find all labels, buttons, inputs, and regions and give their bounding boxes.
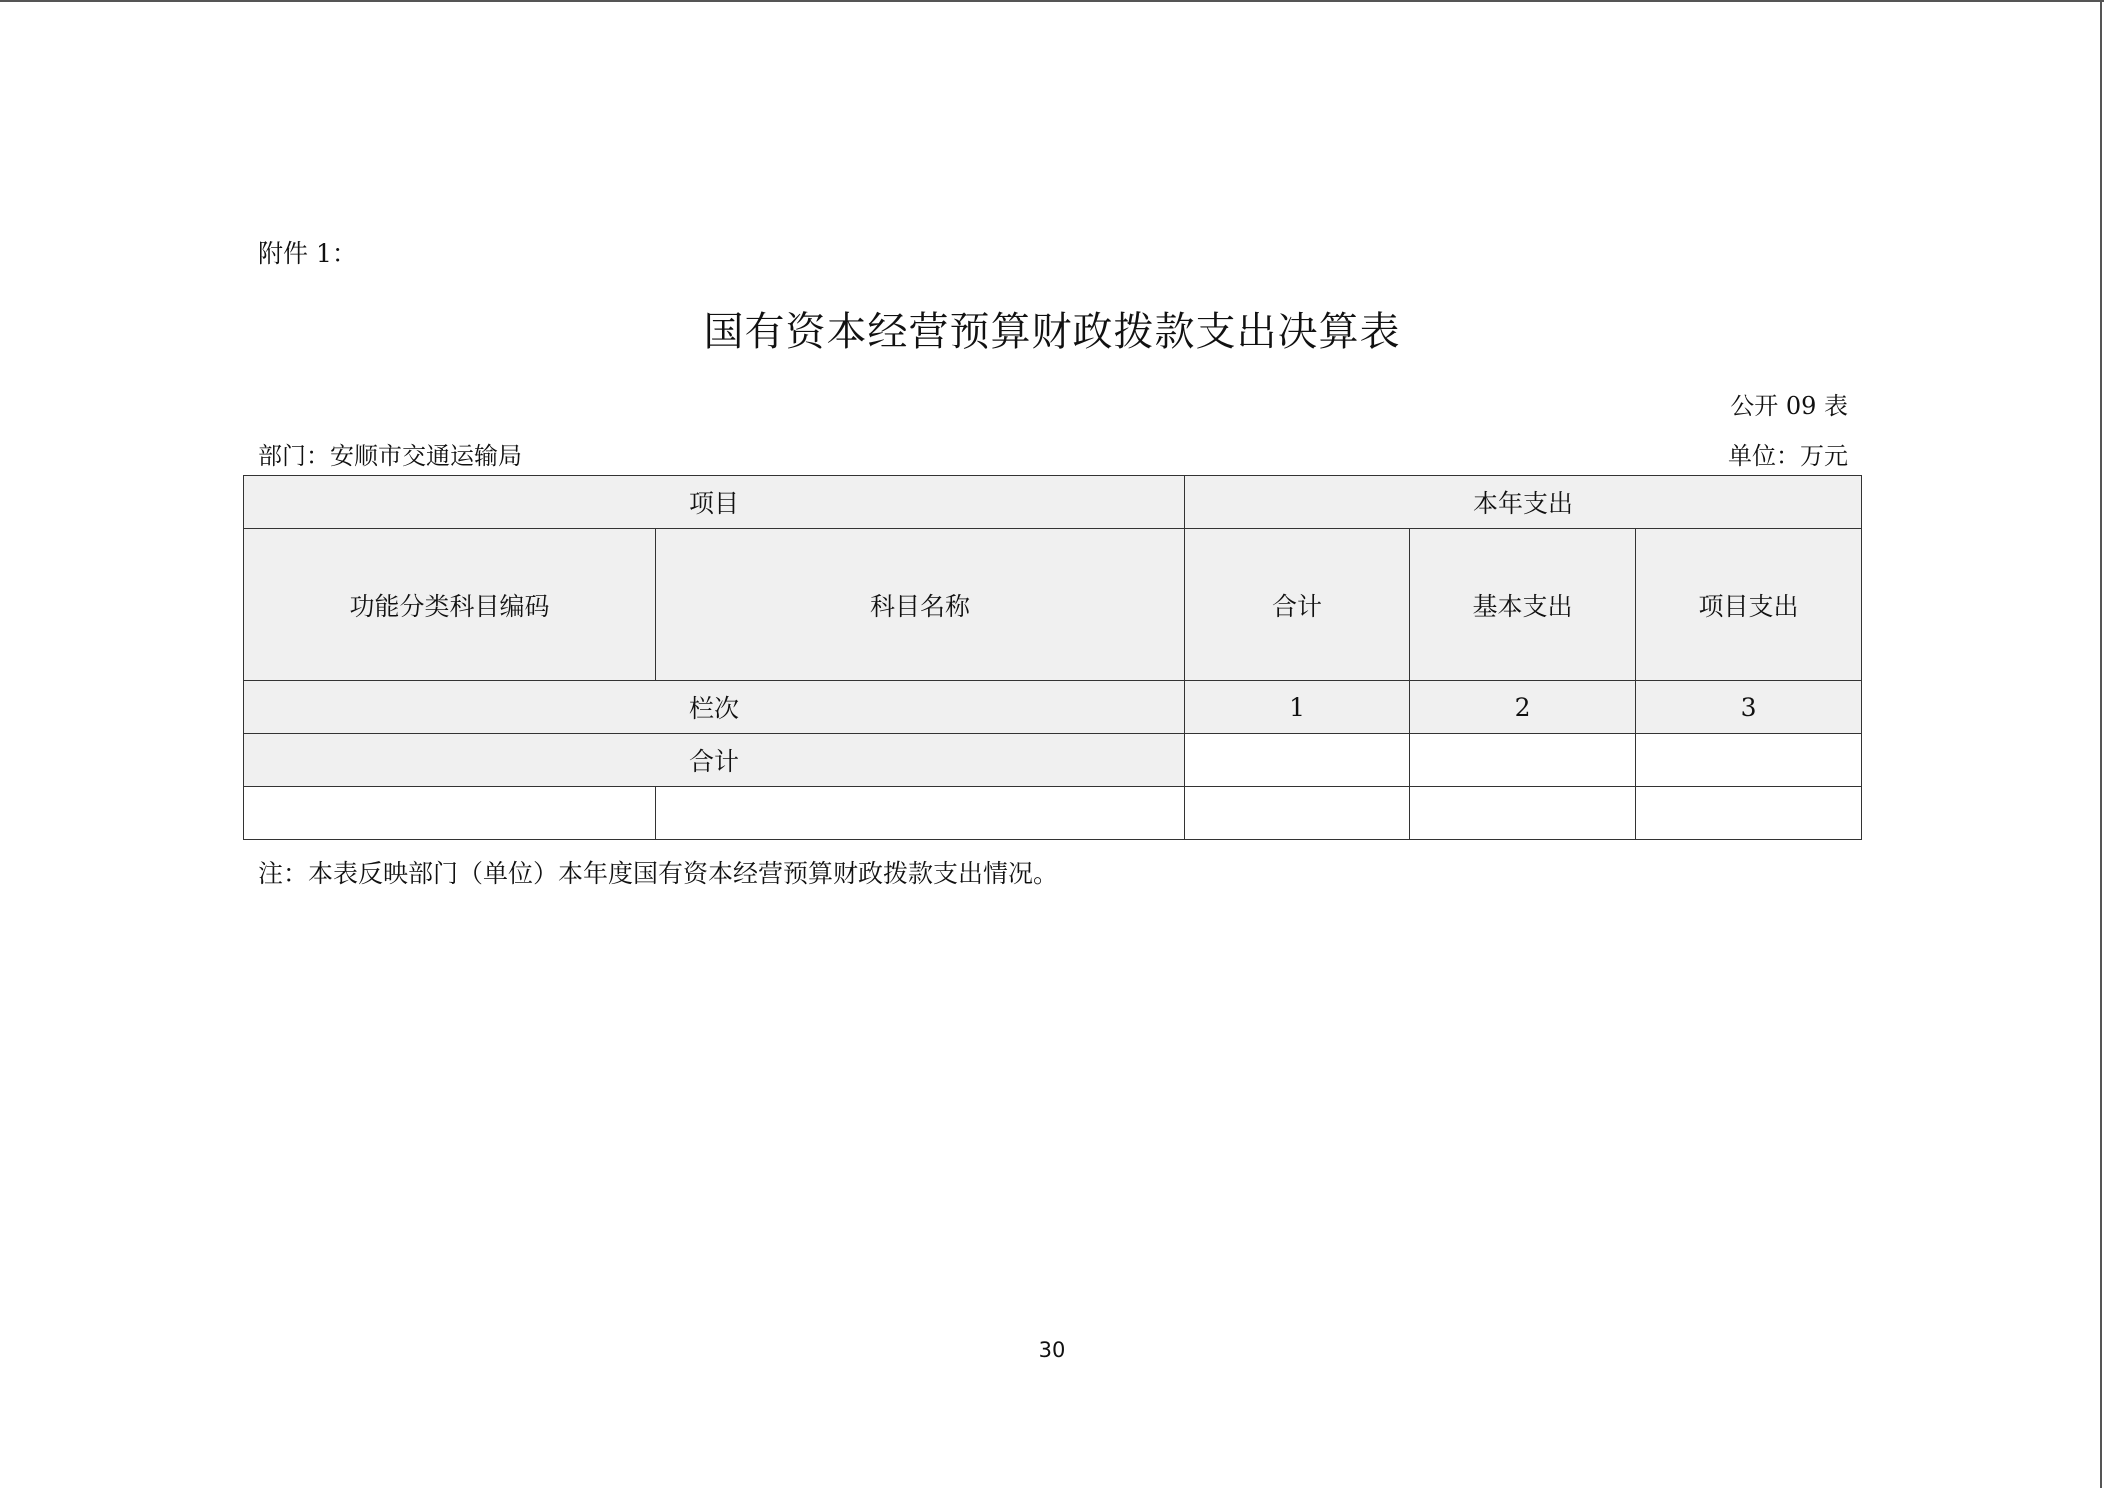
- form-code: 公开 09 表: [1730, 392, 1848, 420]
- index-col-1: 1: [1185, 681, 1410, 734]
- total-row: [244, 734, 1862, 787]
- expenditure-group-header: 本年支出: [1185, 476, 1862, 529]
- attachment-label: 附件 1：: [258, 239, 357, 268]
- page-number: 30: [1038, 1338, 1066, 1362]
- top-border-line: [0, 0, 2104, 2]
- name-column-header: 科目名称: [656, 529, 1185, 681]
- total-column-header: 合计: [1185, 529, 1410, 681]
- right-border-line: [2100, 0, 2102, 1488]
- department-label: 部门：安顺市交通运输局: [258, 442, 522, 470]
- budget-table: [243, 475, 1862, 840]
- project-column-header: 项目支出: [1636, 529, 1862, 681]
- unit-label: 单位：万元: [1728, 442, 1848, 470]
- data-total-cell: [1185, 787, 1410, 840]
- code-column-header: 功能分类科目编码: [244, 529, 656, 681]
- index-col-3: 3: [1636, 681, 1862, 734]
- basic-column-header: 基本支出: [1410, 529, 1636, 681]
- data-name-cell: [656, 787, 1185, 840]
- item-group-header: 项目: [244, 476, 1185, 529]
- index-row-label: 栏次: [244, 681, 1185, 734]
- index-row: [244, 681, 1862, 734]
- total-row-total-cell: [1185, 734, 1410, 787]
- total-row-label: 合计: [244, 734, 1185, 787]
- table-column-header-row: [244, 529, 1862, 681]
- total-row-basic-cell: [1410, 734, 1636, 787]
- data-code-cell: [244, 787, 656, 840]
- table-note: 注：本表反映部门（单位）本年度国有资本经营预算财政拨款支出情况。: [258, 859, 1059, 888]
- data-project-cell: [1636, 787, 1862, 840]
- total-row-project-cell: [1636, 734, 1862, 787]
- page-title: 国有资本经营预算财政拨款支出决算表: [703, 309, 1401, 355]
- index-col-2: 2: [1410, 681, 1636, 734]
- table-row: [244, 787, 1862, 840]
- data-basic-cell: [1410, 787, 1636, 840]
- table-group-header-row: [244, 476, 1862, 529]
